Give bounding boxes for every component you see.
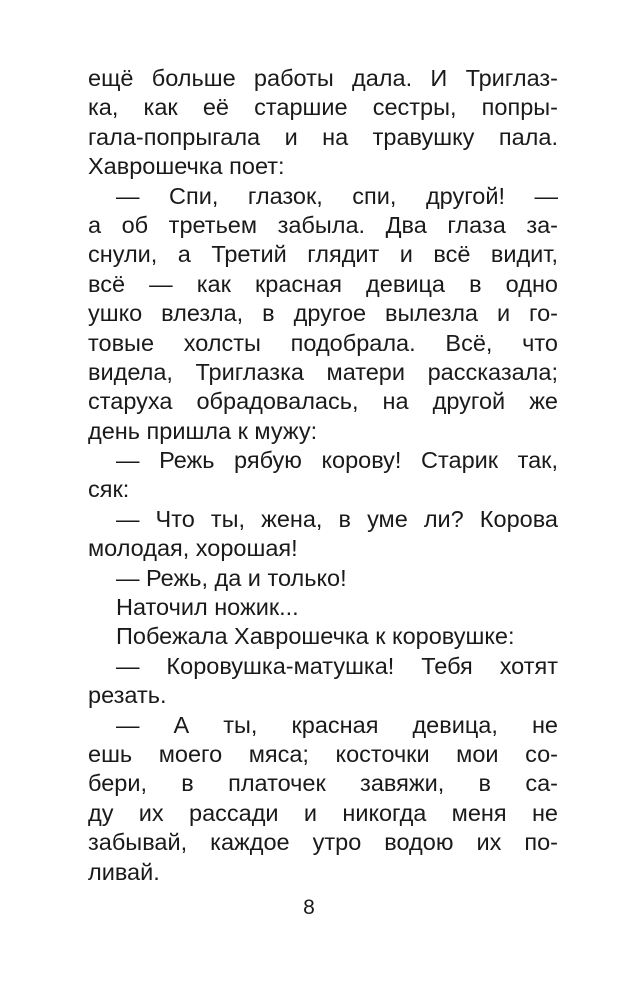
text-line: снули, а Третий глядит и всё видит, (88, 241, 558, 268)
text-line: — Режь рябую корову! Старик так, (116, 447, 558, 474)
text-line: ещё больше работы дала. И Триглаз- (88, 65, 558, 91)
text-line: — Режь, да и только! (116, 564, 347, 591)
text-line: ешь моего мяса; косточки мои со- (88, 740, 558, 767)
text-line: — Что ты, жена, в уме ли? Корова (116, 505, 558, 532)
text-line: ливай. (88, 858, 160, 885)
text-line: сяк: (88, 476, 130, 503)
text-line: — А ты, красная девица, не (116, 711, 558, 738)
text-line: видела, Триглазка матери рассказала; (88, 358, 558, 385)
text-line: Хаврошечка поет: (88, 153, 285, 180)
text-line: бери, в платочек завяжи, в са- (88, 770, 558, 797)
text-line: молодая, хорошая! (88, 535, 298, 562)
text-line: а об третьем забыла. Два глаза за- (88, 211, 558, 238)
text-line: день пришла к мужу: (88, 417, 318, 444)
text-line: ушко влезла, в другое вылезла и го- (88, 300, 558, 327)
page-number: 8 (303, 896, 315, 919)
text-line: забывай, каждое утро водою их по- (88, 829, 558, 856)
body-text (88, 64, 558, 887)
text-line: гала-попрыгала и на травушку пала. (88, 123, 558, 150)
text-line: товые холсты подобрала. Всё, что (88, 329, 558, 356)
text-line: старуха обрадовалась, на другой же (88, 388, 558, 415)
text-line: — Коровушка-матушка! Тебя хотят (116, 652, 558, 679)
text-line: всё — как красная девица в одно (88, 270, 558, 297)
text-line: ка, как её старшие сестры, попры- (88, 94, 558, 121)
text-line: Наточил ножик... (116, 594, 299, 621)
text-line: резать. (88, 682, 167, 709)
text-line: ду их рассади и никогда меня не (88, 799, 558, 826)
text-line: — Спи, глазок, спи, другой! — (116, 182, 558, 209)
text-line: Побежала Хаврошечка к коровушке: (116, 623, 515, 650)
